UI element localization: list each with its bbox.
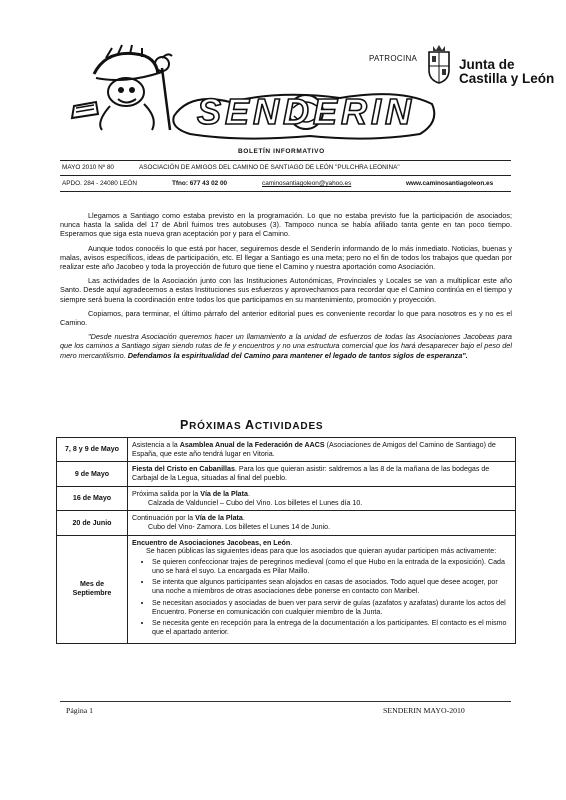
activity-highlight: Vía de la Plata (200, 489, 248, 498)
activity-bullet-list (132, 558, 511, 637)
heading-part-1: RÓXIMAS (189, 421, 245, 432)
editorial-quote-bold: Defendamos la espiritualidad del Camino para mantener el legado de tantos siglos de esperanza". (127, 350, 468, 360)
header-divider-bottom (60, 191, 511, 192)
list-item: • Se intenta que algunos participantes sean alojados en casas de asociados. Todo aquel que desee acoger, por una noche a miembros de otras asociaciones debe ponerse en contacto con Maribel. (152, 578, 511, 595)
activity-detail: Cubo del Vino- Zamora. Los billetes el Lunes 14 de Junio. (148, 522, 331, 531)
editorial (60, 211, 512, 365)
activity-text: . (290, 538, 293, 547)
header-divider-top (60, 160, 511, 161)
heading-initial-a: A (245, 418, 255, 432)
website-link[interactable]: www.caminosantiagoleon.es (406, 180, 494, 187)
masthead-title-text: SENDERIN (196, 91, 416, 132)
coat-of-arms-icon (425, 44, 453, 84)
activity-date: 20 de Junio (57, 511, 128, 535)
sponsor-name (459, 58, 554, 86)
editorial-paragraph-2: Aunque todos conocéis lo que está por hacer, seguiremos desde el Senderín informando de lo más inmediato. Noticias, buenas y malas, avisos específicos, ideas de participación, etc. El llegar a Santiago es una meta; pero no el fin de todos los trabajos que quedan por realizar este año Jacobeo y toda la proyección de futuro que tiene el Camino y nuestra aportación como Asociación. (60, 243, 512, 272)
editorial-quote-text: "Desde nuestra Asociación queremos hacer un llamamiento a la unidad de esfuerzos de todas las Asociaciones Jacobeas para que los caminos a Santiago sigan siendo rutas de fe y encuentros y no una estructura comercial que los hará desaparecer bajo el peso del mero mercantilismo. (60, 332, 512, 360)
postal-address: APDO. 284 - 24080 LEÓN (62, 180, 137, 187)
list-item: • Se quieren confeccionar trajes de peregrinos medieval (como el que Hubo en la entrada de la exposición). Cada uno se hará el suyo. La encargada es Pilar Maillo. (152, 558, 511, 575)
association-name: ASOCIACIÓN DE AMIGOS DEL CAMINO DE SANTIAGO DE LEÓN "PULCHRA LEONINA" (139, 164, 400, 171)
activity-date: Mes de Septiembre (57, 535, 128, 643)
activity-detail: Calzada de Valdunciel – Cubo del Vino. Los billetes el Lunes día 10. (148, 498, 363, 507)
heading-initial-p: P (180, 418, 190, 432)
activity-text: . (247, 489, 250, 498)
table-row (57, 511, 516, 535)
sponsor-name-line1: Junta de (459, 57, 515, 72)
activity-text: . (242, 514, 245, 523)
activity-date: 9 de Mayo (57, 462, 128, 486)
activity-text: Asistencia a la (132, 441, 180, 449)
activity-text: . Para los que quieran asistir: saldremos a las 8 de la mañana de las bodegas de Carbajal de la Legua, situadas al final del pueblo. (132, 465, 490, 483)
issue-number: MAYO 2010 Nº 80 (62, 164, 114, 171)
activity-description (128, 511, 516, 535)
masthead-title (170, 86, 442, 142)
activity-description (128, 535, 516, 643)
activity-date: 7, 8 y 9 de Mayo (57, 438, 128, 462)
activity-highlight: Fiesta del Cristo en Cabanillas (132, 465, 235, 474)
table-row (57, 486, 516, 510)
activity-text: Próxima salida por la (132, 489, 201, 498)
editorial-quote (60, 332, 512, 360)
heading-part-2: CTIVIDADES (254, 421, 324, 432)
activity-highlight: Asamblea Anual de la Federación de AACS (179, 441, 325, 449)
page-number: Página 1 (66, 706, 94, 715)
table-row (57, 535, 516, 643)
phone-number: Tfno: 677 43 02 00 (172, 180, 228, 187)
editorial-paragraph-1: Llegamos a Santiago como estaba previsto en la programación. Lo que no estaba previsto fue la participación de asociados; nunca hasta la salida del 17 de Abril fuimos tres autobuses (3). Tampoco nunca se había afiliado tanta gente en tan poco tiempo. Esperamos que siga esta nueva gran aceptación por y para el Camino. (60, 211, 512, 239)
activity-text: Continuación por la (132, 514, 196, 523)
sponsor-label: PATROCINA (369, 54, 418, 63)
edition-label: SENDERIN MAYO-2010 (383, 706, 465, 715)
list-item: • Se necesitan asociados y asociadas de buen ver para servir de guías (azafatos y azafatas) durante los actos del Encuentro. Ponerse en comunicación con cualquier miembro de la Junta. (152, 599, 511, 616)
activities-heading (180, 418, 323, 432)
table-row (57, 462, 516, 486)
activities-table (56, 437, 516, 644)
header-divider-mid (60, 175, 511, 176)
activity-intro: Se hacen públicas las siguientes ideas para que los asociados que quieran ayudar participen más activamente: (146, 547, 497, 556)
sponsor-name-line2: Castilla y León (459, 71, 555, 86)
activity-highlight: Encuentro de Asociaciones Jacobeas, en León (132, 538, 291, 547)
list-item: • Se necesita gente en recepción para la entrega de la documentación a los participantes. El contacto es el mismo que el apartado anterior. (152, 619, 511, 636)
email-link[interactable]: caminosantiagoleon@yahoo.es (262, 180, 352, 187)
activity-text: (Asociaciones de Amigos del Camino de Santiago) de España, que este año tendrá lugar en Vitoria. (132, 441, 496, 458)
editorial-paragraph-3: Las actividades de la Asociación junto con las Instituciones Autonómicas, Provinciales y Locales se van a multiplicar este año Santo. Desde aquí agradecemos a estas Instituciones sus esfuerzos y aprovechamos para recordar que el Camino continúa en el tiempo y siempre será buena la coordinación entre todos los que participamos en su mantenimiento, promoción y proyección. (60, 276, 512, 304)
footer-divider (60, 701, 511, 702)
activity-date: 16 de Mayo (57, 486, 128, 510)
pilgrim-cartoon-logo (66, 44, 186, 132)
activity-description (128, 486, 516, 510)
activity-description (128, 438, 516, 462)
subtitle: BOLETÍN INFORMATIVO (238, 148, 325, 155)
editorial-paragraph-4: Copiamos, para terminar, el último párrafo del anterior editorial pues es conveniente recordar lo que para nosotros es y no es el Camino. (60, 308, 512, 328)
activity-highlight: Vía de la Plata (195, 514, 243, 523)
activity-description (128, 462, 516, 486)
table-row (57, 438, 516, 462)
